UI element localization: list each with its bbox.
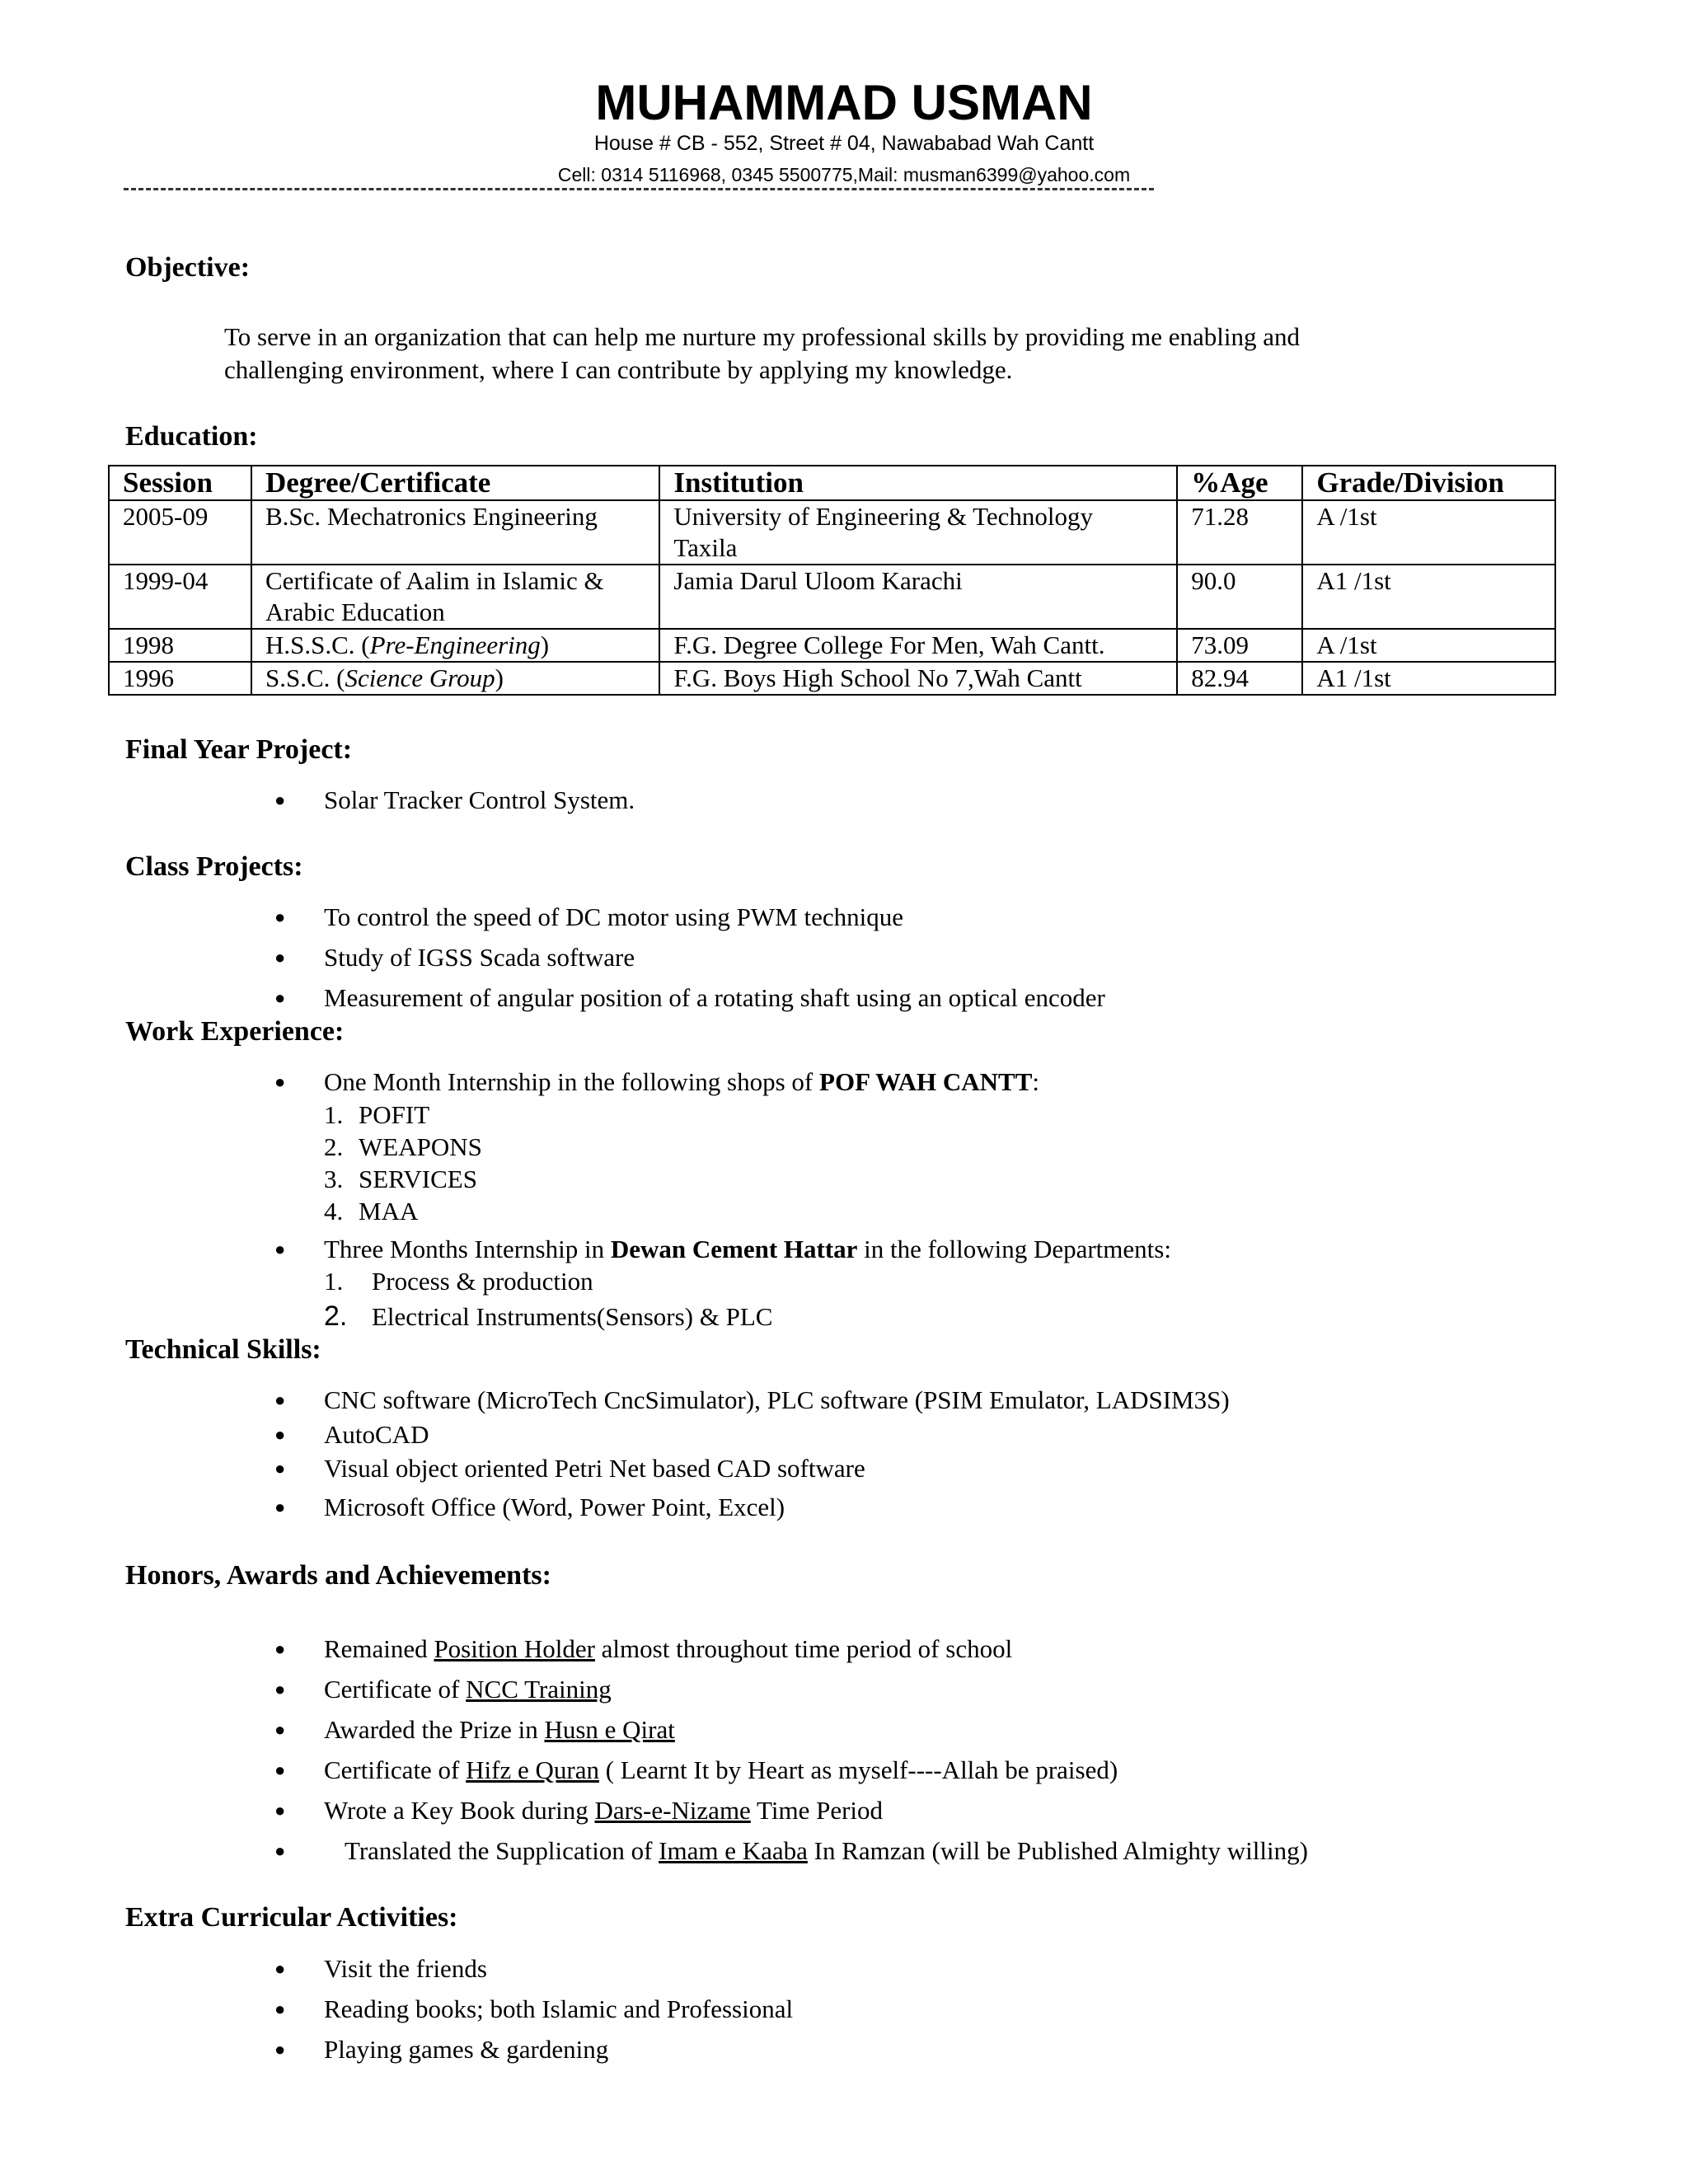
list-item (0, 1754, 1566, 1794)
degree-cell (251, 565, 659, 629)
list-item: ● Visit the friends (0, 1952, 1566, 1993)
degree-text: H.S.S.C. ( (265, 630, 370, 659)
institution-text-line-2: Taxila (673, 533, 738, 562)
honors-list (0, 1633, 1566, 1868)
work-item-text-end: : (1032, 1067, 1039, 1096)
sub-item-text: POFIT (359, 1100, 430, 1129)
honor-text-end: almost throughout time period of school (594, 1634, 1013, 1663)
list-item: ● Reading books; both Islamic and Professional (0, 1993, 1566, 2033)
sub-item-number: 2. (324, 1132, 344, 1161)
extra-curricular-list (0, 1952, 1566, 2066)
degree-cell (251, 629, 659, 662)
column-header-percentage: %Age (1177, 466, 1302, 500)
sub-item-text: MAA (359, 1197, 419, 1226)
honor-text: Translated the Supplication of (345, 1836, 659, 1865)
list-item: ● AutoCAD (0, 1418, 1566, 1452)
work-item-employer: Dewan Cement Hattar (610, 1235, 858, 1263)
sub-item-number: 2. (324, 1301, 348, 1332)
session-cell: 2005-09 (109, 500, 251, 565)
objective-heading: Objective: (125, 252, 251, 283)
sub-item-number: 3. (324, 1165, 344, 1193)
honor-highlight: NCC Training (466, 1675, 612, 1704)
sub-item-number: 1. (324, 1267, 344, 1296)
percentage-cell: 90.0 (1177, 565, 1302, 629)
list-item: ● Visual object oriented Petri Net based CAD software (0, 1452, 1566, 1491)
column-header-degree: Degree/Certificate (251, 466, 659, 500)
list-item: ● Study of IGSS Scada software (0, 941, 1566, 982)
work-item-employer: POF WAH CANTT (819, 1067, 1033, 1096)
institution-cell: Jamia Darul Uloom Karachi (659, 565, 1177, 629)
sub-item-text: Electrical Instruments(Sensors) & PLC (372, 1302, 773, 1331)
institution-cell (659, 500, 1177, 565)
degree-text-end: ) (495, 663, 504, 692)
honor-text: Awarded the Prize in (324, 1715, 545, 1744)
sub-list-item (324, 1131, 482, 1163)
class-projects-list (0, 901, 1566, 1015)
objective-text-line-2: challenging environment, where I can contribute by applying my knowledge. (224, 355, 1013, 384)
grade-cell: A /1st (1302, 629, 1555, 662)
work-experience-list (0, 1066, 1566, 1099)
education-table (108, 465, 1556, 696)
work-experience-heading: Work Experience: (125, 1016, 345, 1047)
list-item: ● CNC software (MicroTech CncSimulator), PLC software (PSIM Emulator, LADSIM3S) (0, 1384, 1566, 1418)
column-header-grade: Grade/Division (1302, 466, 1555, 500)
degree-stream: Pre-Engineering (369, 630, 541, 659)
honor-text: Certificate of (324, 1755, 467, 1784)
extra-curricular-heading: Extra Curricular Activities: (125, 1902, 458, 1933)
column-header-institution: Institution (659, 466, 1177, 500)
objective-text-line-1: To serve in an organization that can help me nurture my professional skills by providing me enabling and (224, 322, 1300, 351)
education-heading: Education: (125, 421, 258, 452)
dashed-divider (124, 188, 1154, 192)
sub-item-number: 4. (324, 1197, 344, 1226)
technical-skills-heading: Technical Skills: (125, 1334, 321, 1365)
percentage-cell: 82.94 (1177, 662, 1302, 695)
column-header-session: Session (109, 466, 251, 500)
list-item (0, 1835, 1566, 1868)
sub-item-text: Process & production (372, 1267, 593, 1296)
work-item-text-end: in the following Departments: (857, 1235, 1171, 1263)
honor-highlight: Hifz e Quran (466, 1755, 599, 1784)
honor-text: Certificate of (324, 1675, 467, 1704)
honor-highlight: Husn e Qirat (544, 1715, 675, 1744)
list-item: ● Solar Tracker Control System. (0, 784, 1566, 817)
sub-list-item (324, 1163, 482, 1195)
work-sublist-1 (0, 1099, 482, 1227)
technical-skills-list (0, 1384, 1566, 1524)
degree-stream: Science Group (345, 663, 495, 692)
address-line: House # CB - 552, Street # 04, Nawababad Wah Cantt (593, 132, 1095, 155)
work-sublist-2 (0, 1265, 772, 1333)
degree-text-end: ) (540, 630, 550, 659)
list-item (0, 1794, 1566, 1835)
education-table-header-row (109, 466, 1555, 500)
honor-text-end: ( Learnt It by Heart as myself----Allah be praised) (598, 1755, 1118, 1784)
honor-highlight: Position Holder (434, 1634, 595, 1663)
resume-name: MUHAMMAD USMAN (595, 75, 1093, 130)
institution-text: University of Engineering & Technology (673, 502, 1094, 531)
final-project-list (0, 784, 1566, 817)
session-cell: 1998 (109, 629, 251, 662)
honor-text-end: Time Period (750, 1796, 884, 1825)
institution-cell: F.G. Degree College For Men, Wah Cantt. (659, 629, 1177, 662)
grade-cell: A1 /1st (1302, 565, 1555, 629)
degree-text: Certificate of Aalim in Islamic & (265, 566, 604, 595)
honor-text: Wrote a Key Book during (324, 1796, 595, 1825)
class-projects-heading: Class Projects: (125, 851, 303, 882)
institution-cell: F.G. Boys High School No 7,Wah Cantt (659, 662, 1177, 695)
sub-item-text: WEAPONS (359, 1132, 482, 1161)
list-item (0, 1066, 1566, 1099)
honor-highlight: Imam e Kaaba (659, 1836, 808, 1865)
grade-cell: A1 /1st (1302, 662, 1555, 695)
honor-highlight: Dars-e-Nizame (594, 1796, 751, 1825)
sub-item-number: 1. (324, 1100, 344, 1129)
work-experience-list-2 (0, 1233, 1566, 1266)
list-item (0, 1633, 1566, 1673)
sub-list-item (324, 1099, 482, 1131)
degree-text-line-2: Arabic Education (265, 598, 445, 626)
table-row (109, 565, 1555, 629)
table-row (109, 500, 1555, 565)
list-item: ● Playing games & gardening (0, 2033, 1566, 2066)
list-item: ● Microsoft Office (Word, Power Point, Excel) (0, 1491, 1566, 1524)
degree-cell (251, 662, 659, 695)
sub-list-item (324, 1195, 482, 1227)
work-item-text: Three Months Internship in (324, 1235, 611, 1263)
table-row (109, 629, 1555, 662)
table-row (109, 662, 1555, 695)
percentage-cell: 71.28 (1177, 500, 1302, 565)
sub-item-text: SERVICES (359, 1165, 477, 1193)
honor-text: Remained (324, 1634, 434, 1663)
list-item (0, 1673, 1566, 1713)
degree-text: B.Sc. Mechatronics Engineering (265, 502, 598, 531)
honor-text-end: In Ramzan (will be Published Almighty willing) (807, 1836, 1308, 1865)
work-item-text: One Month Internship in the following shops of (324, 1067, 820, 1096)
percentage-cell: 73.09 (1177, 629, 1302, 662)
list-item (0, 1233, 1566, 1266)
session-cell: 1996 (109, 662, 251, 695)
degree-text: S.S.C. ( (265, 663, 345, 692)
sub-list-item (324, 1301, 772, 1333)
contact-line: Cell: 0314 5116968, 0345 5500775,Mail: musman6399@yahoo.com (557, 164, 1131, 185)
honors-heading: Honors, Awards and Achievements: (125, 1560, 551, 1591)
list-item (0, 1713, 1566, 1754)
session-cell: 1999-04 (109, 565, 251, 629)
grade-cell: A /1st (1302, 500, 1555, 565)
final-project-heading: Final Year Project: (125, 734, 353, 765)
degree-cell (251, 500, 659, 565)
list-item: ● Measurement of angular position of a rotating shaft using an optical encoder (0, 982, 1566, 1015)
sub-list-item (324, 1265, 772, 1301)
list-item: ● To control the speed of DC motor using PWM technique (0, 901, 1566, 941)
